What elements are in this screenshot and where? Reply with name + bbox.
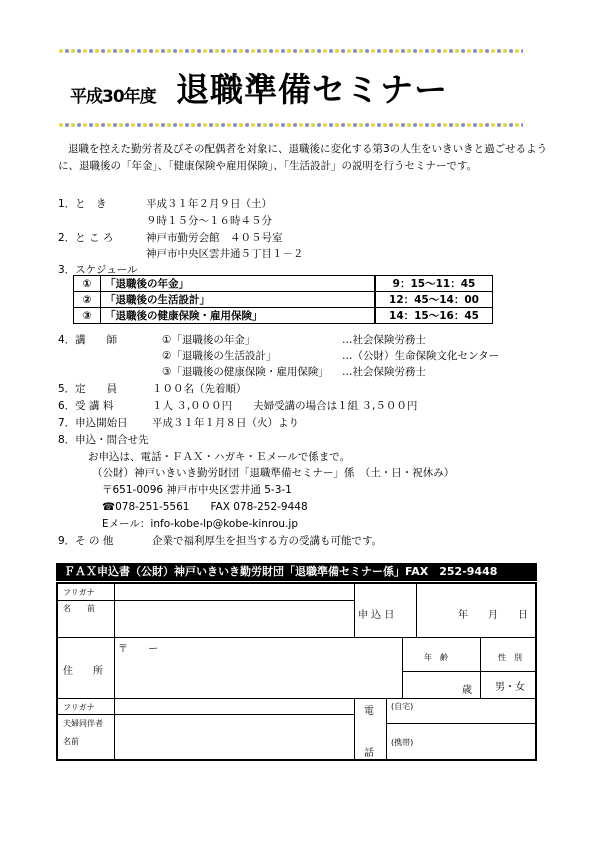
border-dot — [395, 49, 399, 53]
border-dot — [371, 123, 375, 127]
schedule-time: 9：15～11：45 — [375, 276, 493, 292]
form-line — [402, 671, 535, 672]
name-label: 名 前 — [63, 604, 95, 613]
schedule-num: ③ — [74, 308, 101, 324]
instructor-label: 4．講 師 — [58, 334, 118, 346]
border-dot — [245, 49, 249, 53]
form-line — [480, 637, 481, 698]
border-dot — [239, 123, 243, 127]
border-dot — [365, 49, 369, 53]
age-unit: 歳 — [462, 685, 472, 696]
phone-mobile-label: (携帯) — [391, 738, 414, 747]
form-line — [354, 698, 355, 761]
schedule-label: 3．スケジュール — [58, 264, 138, 276]
instructor-by: …（公財）生命保険文化センター — [342, 350, 500, 362]
border-dot — [419, 49, 423, 53]
fax-form-header: ＦＡＸ申込書（公財）神戸いきいき勤労財団「退職準備セミナー係」FAX 252-9448 — [56, 563, 537, 581]
border-dot — [293, 123, 297, 127]
border-dot — [203, 49, 207, 53]
border-dot — [215, 123, 219, 127]
border-dot — [203, 123, 207, 127]
border-dot — [485, 49, 489, 53]
border-dot — [125, 123, 129, 127]
border-dot — [167, 123, 171, 127]
schedule-row — [74, 276, 493, 292]
border-dot — [251, 123, 255, 127]
border-dot — [305, 123, 309, 127]
border-dot — [83, 49, 87, 53]
postal-mark: 〒 ー — [118, 644, 158, 655]
border-dot — [437, 49, 441, 53]
border-dot — [77, 123, 81, 127]
when-label: 1．と き — [58, 198, 107, 210]
border-dot — [233, 123, 237, 127]
apply-phone: ☎078-251-5561 FAX 078-252-9448 — [102, 501, 308, 513]
border-dot — [371, 49, 375, 53]
border-dot — [143, 123, 147, 127]
border-dot — [197, 123, 201, 127]
apply-line1: お申込は、電話・ＦＡＸ・ハガキ・Ｅメールで係まで。 — [88, 451, 351, 463]
start-value: 平成３１年１月８日（火）より — [152, 417, 299, 429]
when-date: 平成３１年２月９日（土） — [146, 198, 272, 210]
border-dot — [425, 123, 429, 127]
top-dot-border — [58, 44, 523, 58]
apply-email: Eメール：info-kobe-lp@kobe-kinrou.jp — [102, 518, 299, 530]
border-dot — [323, 123, 327, 127]
border-dot — [485, 123, 489, 127]
border-dot — [101, 123, 105, 127]
address-label: 住 所 — [63, 666, 103, 677]
cut-line — [58, 551, 536, 555]
border-dot — [71, 49, 75, 53]
border-dot — [431, 49, 435, 53]
border-dot — [323, 49, 327, 53]
border-dot — [245, 123, 249, 127]
border-dot — [413, 49, 417, 53]
apply-date-label: 申 込 日 — [358, 610, 395, 621]
border-dot — [383, 123, 387, 127]
border-dot — [239, 49, 243, 53]
spouse-label: 夫婦同伴者 — [63, 719, 103, 728]
border-dot — [317, 49, 321, 53]
page-title: 退職準備セミナー — [176, 70, 448, 109]
border-dot — [59, 123, 63, 127]
border-dot — [473, 49, 477, 53]
fax-form — [56, 582, 537, 761]
border-dot — [113, 123, 117, 127]
border-dot — [467, 123, 471, 127]
border-dot — [191, 49, 195, 53]
border-dot — [281, 123, 285, 127]
border-dot — [137, 123, 141, 127]
instructor-by: …社会保険労務士 — [342, 334, 426, 346]
border-dot — [257, 123, 261, 127]
border-dot — [173, 123, 177, 127]
border-dot — [509, 49, 513, 53]
border-dot — [449, 49, 453, 53]
border-dot — [317, 123, 321, 127]
form-line — [416, 584, 417, 637]
intro-text: 退職を控えた勤労者及びその配偶者を対象に、退職後に変化する第3の人生をいきいきと過ごせるように、退職後の「年金」、「健康保険や雇用保険」、「生活設計」の説明を行うセミナーです。 — [58, 143, 548, 172]
border-dot — [443, 49, 447, 53]
when-time: ９時１５分～１６時４５分 — [146, 215, 272, 227]
border-dot — [347, 49, 351, 53]
border-dot — [437, 123, 441, 127]
bottom-dot-border — [58, 118, 523, 132]
border-dot — [59, 49, 63, 53]
border-dot — [497, 49, 501, 53]
border-dot — [113, 49, 117, 53]
border-dot — [149, 123, 153, 127]
border-dot — [365, 123, 369, 127]
start-label: 7．申込開始日 — [58, 417, 128, 429]
phone-label-top: 電 — [364, 706, 374, 717]
instructor-topic: ①「退職後の年金」 — [162, 334, 256, 346]
border-dot — [287, 123, 291, 127]
schedule-time: 14：15～16：45 — [375, 308, 493, 324]
schedule-row — [74, 292, 493, 308]
border-dot — [221, 123, 225, 127]
schedule-title: 「退職後の年金」 — [101, 276, 376, 292]
furigana-label: フリガナ — [63, 588, 95, 597]
border-dot — [161, 123, 165, 127]
border-dot — [107, 49, 111, 53]
border-dot — [521, 49, 523, 53]
border-dot — [425, 49, 429, 53]
border-dot — [221, 49, 225, 53]
border-dot — [377, 49, 381, 53]
border-dot — [401, 49, 405, 53]
capacity-value: １００名（先着順） — [152, 383, 247, 395]
border-dot — [335, 123, 339, 127]
border-dot — [389, 123, 393, 127]
border-dot — [299, 49, 303, 53]
border-dot — [215, 49, 219, 53]
schedule-row — [74, 308, 493, 324]
instructor-topic: ③「退職後の健康保険・雇用保険」 — [162, 366, 329, 378]
border-dot — [263, 49, 267, 53]
where-label: 2．と こ ろ — [58, 232, 114, 244]
border-dot — [353, 123, 357, 127]
border-dot — [335, 49, 339, 53]
border-dot — [107, 123, 111, 127]
form-line — [354, 584, 355, 637]
border-dot — [209, 49, 213, 53]
border-dot — [395, 123, 399, 127]
border-dot — [467, 49, 471, 53]
border-dot — [383, 49, 387, 53]
border-dot — [65, 123, 69, 127]
border-dot — [329, 123, 333, 127]
border-dot — [173, 49, 177, 53]
schedule-num: ① — [74, 276, 101, 292]
form-line — [386, 723, 535, 724]
border-dot — [515, 123, 519, 127]
gender-label: 性 別 — [498, 653, 522, 662]
apply-line2: （公財）神戸いきいき勤労財団「退職準備セミナー」係 （土・日・祝休み） — [92, 467, 455, 479]
border-dot — [341, 49, 345, 53]
form-line — [58, 698, 535, 699]
schedule-title: 「退職後の生活設計」 — [101, 292, 376, 308]
border-dot — [407, 49, 411, 53]
border-dot — [119, 123, 123, 127]
apply-postal: 〒651-0096 神戸市中央区雲井通 5-3-1 — [102, 484, 292, 496]
border-dot — [455, 123, 459, 127]
phone-label-bottom: 話 — [364, 748, 374, 759]
border-dot — [353, 49, 357, 53]
border-dot — [359, 49, 363, 53]
border-dot — [389, 49, 393, 53]
border-dot — [191, 123, 195, 127]
border-dot — [491, 49, 495, 53]
fee-label: 6．受 講 料 — [58, 400, 114, 412]
border-dot — [449, 123, 453, 127]
border-dot — [455, 49, 459, 53]
border-dot — [149, 49, 153, 53]
form-line — [386, 698, 387, 761]
border-dot — [275, 123, 279, 127]
border-dot — [251, 49, 255, 53]
schedule-title: 「退職後の健康保険・雇用保険」 — [101, 308, 376, 324]
form-line — [58, 600, 354, 601]
border-dot — [125, 49, 129, 53]
schedule-table — [73, 275, 493, 324]
border-dot — [413, 123, 417, 127]
capacity-label: 5．定 員 — [58, 383, 118, 395]
border-dot — [311, 49, 315, 53]
border-dot — [227, 49, 231, 53]
border-dot — [377, 123, 381, 127]
border-dot — [257, 49, 261, 53]
border-dot — [155, 123, 159, 127]
border-dot — [281, 49, 285, 53]
border-dot — [341, 123, 345, 127]
border-dot — [275, 49, 279, 53]
border-dot — [461, 49, 465, 53]
border-dot — [89, 123, 93, 127]
border-dot — [161, 49, 165, 53]
border-dot — [491, 123, 495, 127]
form-line — [58, 714, 354, 715]
border-dot — [209, 123, 213, 127]
border-dot — [65, 49, 69, 53]
border-dot — [77, 49, 81, 53]
spouse-name-label: 名前 — [63, 737, 79, 746]
border-dot — [185, 49, 189, 53]
border-dot — [497, 123, 501, 127]
border-dot — [359, 123, 363, 127]
border-dot — [479, 123, 483, 127]
border-dot — [101, 49, 105, 53]
border-dot — [119, 49, 123, 53]
where-place: 神戸市勤労会館 ４０５号室 — [146, 232, 283, 244]
border-dot — [515, 49, 519, 53]
border-dot — [503, 123, 507, 127]
border-dot — [71, 123, 75, 127]
border-dot — [131, 123, 135, 127]
furigana2-label: フリガナ — [63, 703, 95, 712]
border-dot — [311, 123, 315, 127]
border-dot — [197, 49, 201, 53]
border-dot — [503, 49, 507, 53]
year-label: 平成30年度 — [70, 87, 156, 107]
instructor-topic: ②「退職後の生活設計」 — [162, 350, 277, 362]
border-dot — [143, 49, 147, 53]
apply-date-fields: 年 月 日 — [458, 610, 528, 621]
border-dot — [509, 123, 513, 127]
border-dot — [479, 49, 483, 53]
border-dot — [233, 49, 237, 53]
age-label: 年 齢 — [424, 653, 448, 662]
border-dot — [155, 49, 159, 53]
border-dot — [419, 123, 423, 127]
other-value: 企業で福利厚生を担当する方の受講も可能です。 — [152, 535, 383, 547]
border-dot — [269, 123, 273, 127]
border-dot — [179, 123, 183, 127]
border-dot — [521, 123, 523, 127]
border-dot — [401, 123, 405, 127]
border-dot — [83, 123, 87, 127]
border-dot — [185, 123, 189, 127]
title-area — [60, 62, 530, 109]
border-dot — [305, 49, 309, 53]
border-dot — [473, 123, 477, 127]
border-dot — [431, 123, 435, 127]
border-dot — [131, 49, 135, 53]
form-line — [402, 637, 403, 698]
schedule-num: ② — [74, 292, 101, 308]
border-dot — [137, 49, 141, 53]
phone-home-label: (自宅) — [391, 702, 414, 711]
border-dot — [269, 49, 273, 53]
border-dot — [287, 49, 291, 53]
border-dot — [263, 123, 267, 127]
fee-value: １人 ３,０００円 夫婦受講の場合は１組 ３,５００円 — [152, 400, 418, 412]
border-dot — [293, 49, 297, 53]
border-dot — [95, 123, 99, 127]
gender-options: 男・女 — [495, 682, 525, 693]
form-line — [58, 637, 535, 638]
border-dot — [89, 49, 93, 53]
border-dot — [443, 123, 447, 127]
form-line — [114, 584, 115, 761]
where-address: 神戸市中央区雲井通５丁目１－２ — [146, 248, 304, 260]
border-dot — [299, 123, 303, 127]
border-dot — [179, 49, 183, 53]
border-dot — [167, 49, 171, 53]
border-dot — [347, 123, 351, 127]
border-dot — [329, 49, 333, 53]
border-dot — [95, 49, 99, 53]
border-dot — [227, 123, 231, 127]
border-dot — [461, 123, 465, 127]
other-label: 9．そ の 他 — [58, 535, 114, 547]
instructor-by: …社会保険労務士 — [342, 366, 426, 378]
schedule-time: 12：45～14：00 — [375, 292, 493, 308]
apply-label: 8．申込・問合せ先 — [58, 434, 149, 446]
border-dot — [407, 123, 411, 127]
